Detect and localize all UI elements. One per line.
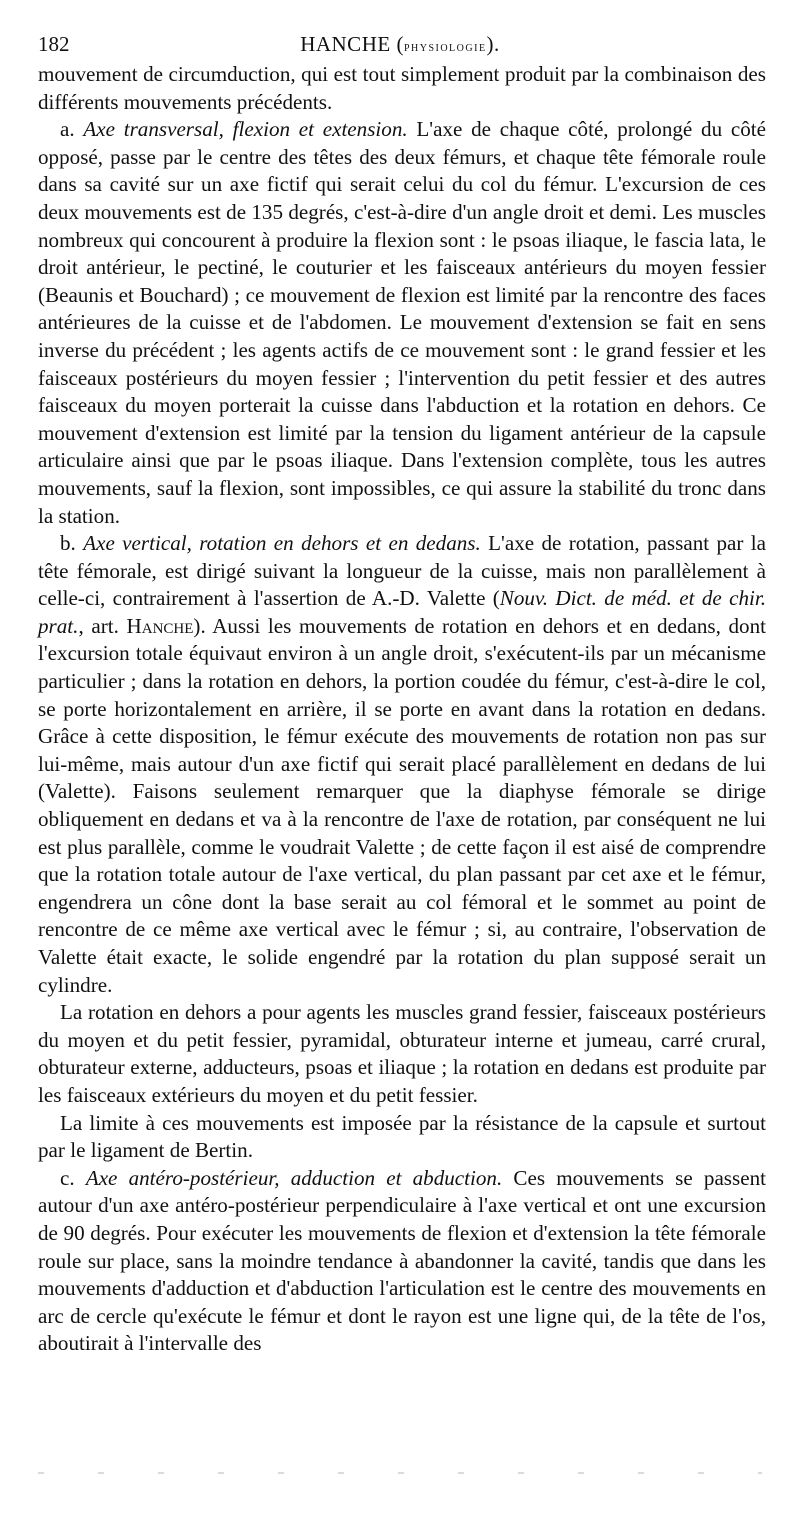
running-title-close: ). xyxy=(486,32,500,56)
section-b-article: Hanche xyxy=(126,613,194,638)
section-a-text: L'axe de chaque côté, prolongé du côté opposé, passe par le centre des têtes des deux fémurs, et chaque tête fémorale roule dans sa cavité sur un axe fictif qui serait celui du col du fémur. L'excursion de ces deux mouvements est de 135 degrés, c'est-à-dire d'un angle droit et demi. Les muscles nombreux qui concourent à produire la flexion sont : le psoas iliaque, le fascia lata, le droit antérieur, le pectiné, le couturier et les faisceaux antérieurs du moyen fessier (Beaunis et Bouchard) ; ce mouvement de flexion est limité par la rencontre des faces antérieures de la cuisse et de l'abdomen. Le mouvement d'extension se fait en sens inverse du précédent ; les agents actifs de ce mouvement sont : le grand fessier et les faisceaux postérieurs du moyen fessier ; l'intervention du petit fessier et des autres faisceaux du moyen porterait la cuisse dans l'abduction et la rotation en dehors. Ce mouvement d'extension est limité par la tension du ligament antérieur de la capsule articulaire ainsi que par le psoas iliaque. Dans l'extension complète, tous les autres mouvements, sauf la flexion, sont impossibles, ce qui assure la stabilité du tronc dans la station. xyxy=(38,117,766,528)
running-title-main: HANCHE xyxy=(300,32,391,56)
running-title xyxy=(38,32,762,57)
section-c-text: Ces mouvements se passent autour d'un axe antéro-postérieur perpendiculaire à l'axe vertical et ont une excursion de 90 degrés. Pour exécuter les mouvements de flexion et d'extension la tête fémorale roule sur place, sans la moindre tendance à abandonner la cavité, tandis que dans les mouvements d'adduction et d'abduction l'articulation est le centre des mouvements en arc de cercle qu'exécute le fémur et dont le rayon est une ligne qui, de la tête de l'os, aboutirait à l'intervalle des xyxy=(38,1165,766,1356)
section-a-label: a. xyxy=(60,117,75,142)
section-c-label: c. xyxy=(60,1165,75,1190)
section-b xyxy=(38,530,766,999)
running-title-sub: physiologie xyxy=(403,40,487,55)
scan-footer-noise xyxy=(38,1472,762,1474)
section-b-heading: Axe vertical, rotation en dehors et en dedans. xyxy=(83,531,481,556)
section-a xyxy=(38,116,766,530)
page-body xyxy=(38,61,766,1358)
section-a-heading: Axe transversal, flexion et extension. xyxy=(83,117,408,142)
running-title-open: ( xyxy=(390,32,404,56)
page-number: 182 xyxy=(38,32,70,56)
section-b-label: b. xyxy=(60,531,76,556)
paragraph-rotation-agents: La rotation en dehors a pour agents les muscles grand fessier, faisceaux postérieurs du moyen et du petit fessier, pyramidal, obturateur interne et jumeau, carré crural, obturateur externe, adducteurs, psoas et iliaque ; la rotation en dedans est produite par les faisceaux extérieurs du moyen et du petit fessier. xyxy=(38,1000,766,1107)
running-header xyxy=(38,32,762,56)
section-c-heading: Axe antéro-postérieur, adduction et abduction. xyxy=(85,1165,503,1190)
section-b-text-c: ). Aussi les mouvements de rotation en dehors et en dedans, dont l'excursion totale équivaut environ à un angle droit, s'exécutent-ils par un mécanisme particulier ; dans la rotation en dehors, la portion coudée du fémur, c'est-à-dire le col, se porte horizontalement en arrière, il se porte en avant dans la rotation en dedans. Grâce à cette disposition, le fémur exécute des mouvements de rotation non pas sur lui-même, mais autour d'un axe fictif qui serait placé parallèlement en dedans de lui (Valette). Faisons seulement remarquer que la diaphyse fémorale se dirige obliquement en dedans et va à la rencontre de l'axe de rotation, par conséquent ne lui est plus parallèle, comme le voudrait Valette ; de cette façon il est aisé de comprendre que la rotation totale autour de l'axe vertical, du plan passant par cet axe et le fémur, engendrera un cône dont la base serait au col fémoral et le sommet au point de rencontre de ce même axe vertical avec le fémur ; si, au contraire, l'observation de Valette était exacte, le solide engendré par la rotation du plan supposé serait un cylindre. xyxy=(38,613,767,997)
section-b-citation: Nouv. Dict. de méd. et de chir. prat. xyxy=(38,586,766,638)
section-c xyxy=(38,1165,766,1358)
paragraph-continuation: mouvement de circumduction, qui est tout simplement produit par la combinaison des différents mouvements précédents. xyxy=(38,62,766,114)
paragraph-rotation-limit: La limite à ces mouvements est imposée par la résistance de la capsule et surtout par le ligament de Bertin. xyxy=(38,1110,766,1163)
section-b-text-a: L'axe de rotation, passant par la tête fémorale, est dirigé suivant la longueur de la cuisse, mais non parallèlement à celle-ci, contrairement à l'assertion de A.-D. Valette ( xyxy=(38,531,766,611)
section-b-text-b: , art. xyxy=(78,613,127,638)
